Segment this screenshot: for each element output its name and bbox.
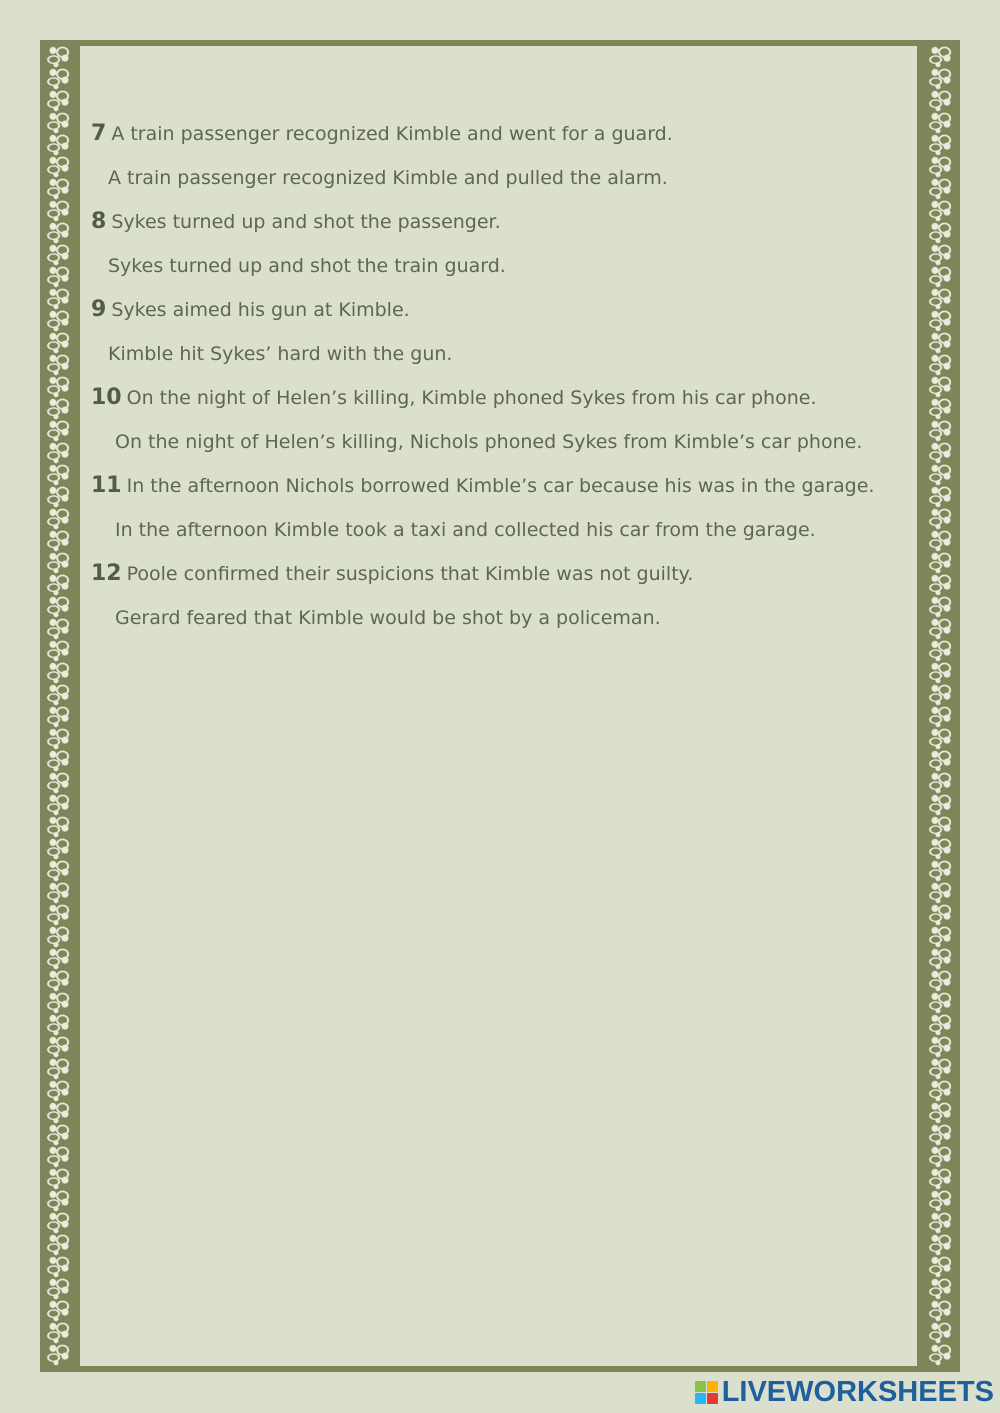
item-11-statement-a bbox=[91, 474, 911, 498]
vine-border-right bbox=[926, 46, 956, 1366]
vine-border-left bbox=[44, 46, 74, 1366]
statement-text: Sykes aimed his gun at Kimble. bbox=[111, 299, 410, 321]
item-8-statement-b bbox=[91, 254, 911, 278]
item-10-statement-b bbox=[91, 430, 911, 454]
liveworksheets-logo bbox=[695, 1376, 994, 1409]
statement-text: Kimble hit Sykes’ hard with the gun. bbox=[108, 343, 453, 365]
item-number: 9 bbox=[91, 297, 107, 322]
statement-text: A train passenger recognized Kimble and pulled the alarm. bbox=[108, 167, 668, 189]
item-10-statement-a bbox=[91, 386, 911, 410]
item-number: 7 bbox=[91, 121, 107, 146]
logo-mark-icon bbox=[695, 1381, 718, 1404]
item-number: 11 bbox=[91, 473, 122, 498]
statement-text: On the night of Helen’s killing, Nichols phoned Sykes from Kimble’s car phone. bbox=[115, 431, 863, 453]
item-12-statement-a bbox=[91, 562, 911, 586]
item-7-statement-b bbox=[91, 166, 911, 190]
statement-text: Gerard feared that Kimble would be shot by a policeman. bbox=[115, 607, 661, 629]
item-9-statement-a bbox=[91, 298, 911, 322]
statement-text: On the night of Helen’s killing, Kimble phoned Sykes from his car phone. bbox=[126, 387, 817, 409]
item-9-statement-b bbox=[91, 342, 911, 366]
item-8-statement-a bbox=[91, 210, 911, 234]
item-7-statement-a bbox=[91, 122, 911, 146]
logo-text: LIVEWORKSHEETS bbox=[721, 1376, 994, 1408]
statement-text: A train passenger recognized Kimble and went for a guard. bbox=[111, 123, 673, 145]
item-number: 12 bbox=[91, 561, 122, 586]
statement-text: In the afternoon Kimble took a taxi and collected his car from the garage. bbox=[115, 519, 816, 541]
statement-text: Sykes turned up and shot the passenger. bbox=[111, 211, 501, 233]
item-number: 8 bbox=[91, 209, 107, 234]
worksheet-content bbox=[91, 122, 911, 650]
item-12-statement-b bbox=[91, 606, 911, 630]
item-number: 10 bbox=[91, 385, 122, 410]
statement-text: Poole confirmed their suspicions that Kimble was not guilty. bbox=[126, 563, 694, 585]
item-11-statement-b bbox=[91, 518, 911, 542]
statement-text: Sykes turned up and shot the train guard. bbox=[108, 255, 506, 277]
statement-text: In the afternoon Nichols borrowed Kimble’s car because his was in the garage. bbox=[126, 475, 875, 497]
